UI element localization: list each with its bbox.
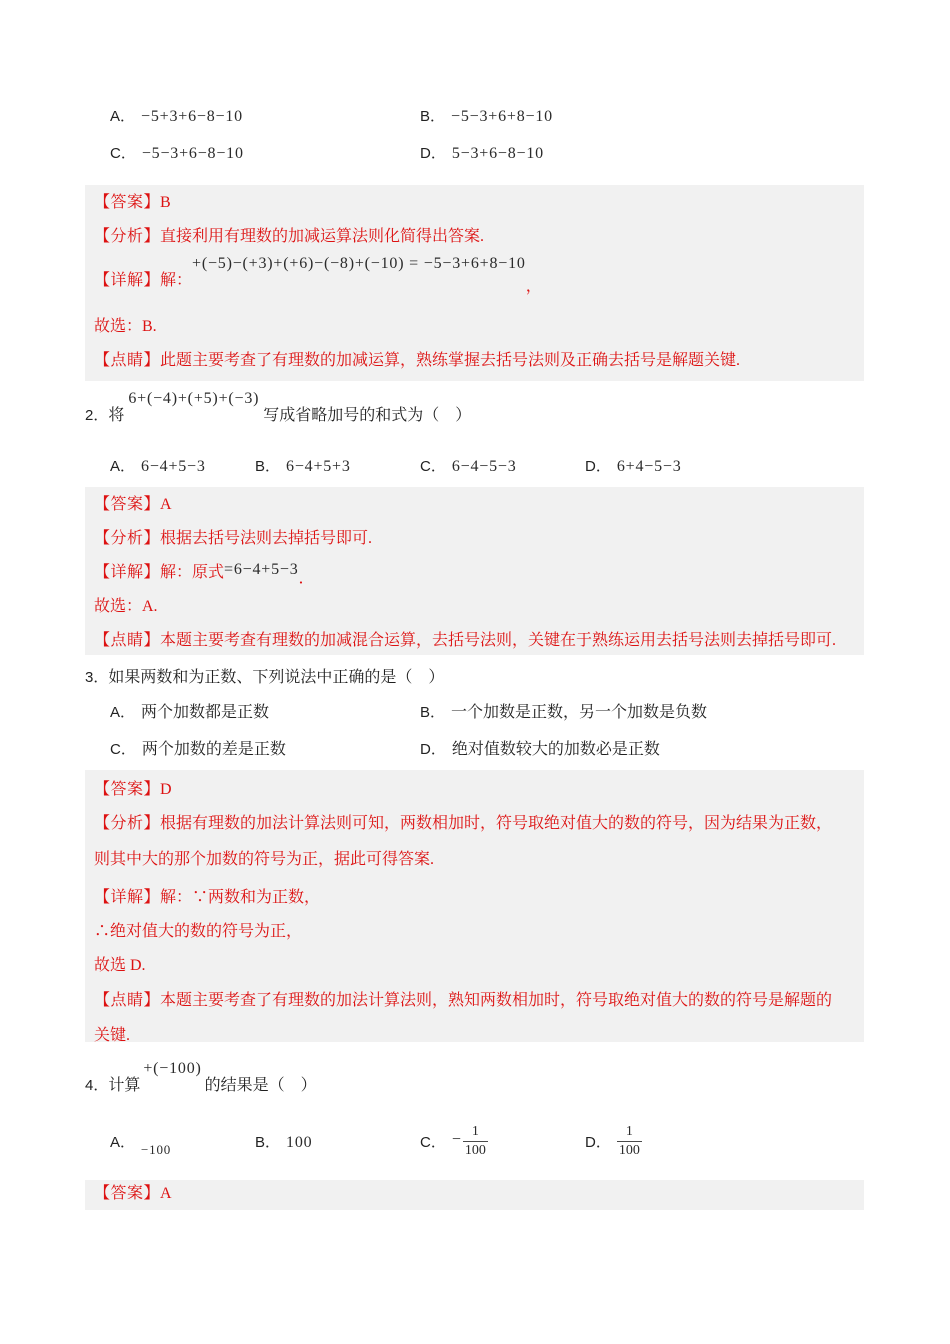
q2-comment-line bbox=[94, 631, 855, 651]
q1-comment-line bbox=[94, 351, 855, 371]
q4-option-d-label: D． bbox=[585, 1134, 611, 1151]
q2-answer-line bbox=[94, 495, 855, 515]
q2-stem-expression: 6+(−4)+(+5)+(−3) bbox=[128, 390, 260, 407]
q3-option-d-label: D． bbox=[420, 741, 446, 758]
q3-option-c-label: C． bbox=[110, 741, 136, 758]
q3-analysis-line-1 bbox=[94, 814, 855, 834]
q3-option-c bbox=[110, 740, 286, 760]
q3-option-d-text: 绝对值数较大的加数必是正数 bbox=[451, 741, 660, 758]
q2-choice-line: 故选：A. bbox=[94, 598, 158, 615]
q1-detail-expression: +(−5)−(+3)+(+6)−(−8)+(−10) = −5−3+6+8−10 bbox=[192, 255, 526, 272]
q1-answer-value: B bbox=[160, 194, 171, 211]
q3-option-c-text: 两个加数的差是正数 bbox=[141, 741, 286, 758]
q1-detail-comma: ， bbox=[525, 278, 542, 295]
q3-comment-text-1: 本题主要考查了有理数的加法计算法则，熟知两数相加时，符号取绝对值大的数的符号是解题的 bbox=[160, 992, 833, 1009]
q3-comment-line-1 bbox=[94, 991, 855, 1011]
q1-option-a bbox=[110, 107, 243, 127]
detail-label: 【详解】 bbox=[94, 889, 161, 906]
q1-option-c bbox=[110, 144, 244, 164]
q1-option-b-label: B． bbox=[420, 108, 446, 125]
q2-option-d-expr: 6+4−5−3 bbox=[616, 458, 682, 475]
q2-number: 2． bbox=[85, 407, 109, 424]
q2-option-c-label: C． bbox=[420, 458, 446, 475]
detail-label: 【详解】 bbox=[94, 564, 161, 581]
q1-option-d-expr: 5−3+6−8−10 bbox=[451, 145, 544, 162]
q1-answer-line bbox=[94, 193, 855, 213]
q3-option-b-text: 一个加数是正数，另一个加数是负数 bbox=[451, 704, 708, 721]
q2-analysis-text: 根据去括号法则去掉括号即可. bbox=[160, 530, 373, 547]
q2-comment-text: 本题主要考查有理数的加减混合运算，去括号法则，关键在于熟练运用去括号法则去掉括号即可. bbox=[160, 632, 837, 649]
q2-analysis-line bbox=[94, 529, 855, 549]
q3-answer-line bbox=[94, 780, 855, 800]
q3-option-b-label: B． bbox=[420, 704, 446, 721]
q2-stem-prefix: 将 bbox=[108, 407, 125, 424]
q3-detail-text-1: 解：∵两数和为正数， bbox=[160, 889, 321, 906]
q3-comment-line-2: 关键. bbox=[94, 1027, 131, 1044]
analysis-label: 【分析】 bbox=[94, 228, 161, 245]
q1-option-b-expr: −5−3+6+8−10 bbox=[451, 108, 553, 125]
comment-label: 【点睛】 bbox=[94, 352, 161, 369]
q4-stem-suffix: 的结果是（ ） bbox=[204, 1077, 317, 1094]
analysis-label: 【分析】 bbox=[94, 530, 161, 547]
q2-option-d bbox=[585, 457, 682, 477]
q4-option-c-negative-sign: − bbox=[451, 1131, 461, 1148]
q2-option-b-label: B． bbox=[255, 458, 281, 475]
comment-label: 【点睛】 bbox=[94, 992, 161, 1009]
q2-option-a-label: A． bbox=[110, 458, 136, 475]
q4-option-b-expr: 100 bbox=[286, 1134, 313, 1151]
q4-option-c-label: C． bbox=[420, 1134, 446, 1151]
q2-detail-prefix: 解：原式 bbox=[160, 564, 225, 581]
q2-answer-value: A bbox=[160, 496, 172, 513]
q3-analysis-line-2: 则其中大的那个加数的符号为正，据此可得答案. bbox=[94, 851, 435, 868]
q4-stem-expression: +(−100) bbox=[143, 1060, 202, 1077]
q2-option-d-label: D． bbox=[585, 458, 611, 475]
q3-detail-line-2: ∴绝对值大的数的符号为正， bbox=[94, 923, 303, 940]
q1-analysis-text: 直接利用有理数的加减运算法则化简得出答案. bbox=[160, 228, 485, 245]
q1-option-a-label: A． bbox=[110, 108, 136, 125]
q2-detail-expression: =6−4+5−3 bbox=[224, 561, 299, 578]
q4-answer-value: A bbox=[160, 1185, 172, 1202]
q4-option-c-denominator: 100 bbox=[464, 1142, 486, 1158]
q1-option-a-expr: −5+3+6−8−10 bbox=[141, 108, 243, 125]
q1-choice-line: 故选：B. bbox=[94, 318, 157, 335]
q4-option-c bbox=[420, 1118, 488, 1168]
answer-label: 【答案】 bbox=[94, 781, 161, 798]
q3-option-d bbox=[420, 740, 660, 760]
q2-option-a bbox=[110, 457, 206, 477]
q3-answer-block bbox=[85, 770, 864, 1042]
q4-option-b-label: B． bbox=[255, 1134, 281, 1151]
q4-option-d bbox=[585, 1118, 642, 1168]
q1-option-d bbox=[420, 144, 544, 164]
answer-label: 【答案】 bbox=[94, 194, 161, 211]
q3-number: 3． bbox=[85, 669, 109, 686]
q3-analysis-text-1: 根据有理数的加法计算法则可知，两数相加时，符号取绝对值大的数的符号，因为结果为正数， bbox=[160, 815, 833, 832]
detail-label: 【详解】 bbox=[94, 272, 161, 289]
q2-detail-line bbox=[94, 561, 855, 587]
q3-answer-value: D bbox=[160, 781, 172, 798]
q2-stem-suffix: 写成省略加号的和式为（ ） bbox=[263, 407, 472, 424]
q1-comment-text: 此题主要考查了有理数的加减运算，熟练掌握去括号法则及正确去括号是解题关键. bbox=[160, 352, 741, 369]
q4-stem-prefix: 计算 bbox=[108, 1077, 141, 1094]
q4-option-b bbox=[255, 1118, 312, 1168]
q4-option-d-fraction bbox=[617, 1123, 642, 1159]
q2-option-c-expr: 6−4−5−3 bbox=[451, 458, 517, 475]
q3-option-a-text: 两个加数都是正数 bbox=[141, 704, 270, 721]
q3-option-a bbox=[110, 703, 269, 723]
q4-option-a-expr: −100 bbox=[141, 1142, 172, 1157]
q3-option-a-label: A． bbox=[110, 704, 136, 721]
q4-answer-line bbox=[94, 1184, 855, 1204]
q3-option-b bbox=[420, 703, 707, 723]
q3-detail-line-1 bbox=[94, 888, 855, 908]
q1-analysis-line bbox=[94, 227, 855, 247]
q2-option-b bbox=[255, 457, 351, 477]
q4-option-d-numerator: 1 bbox=[617, 1123, 642, 1142]
q2-stem bbox=[85, 390, 472, 426]
q4-stem bbox=[85, 1060, 317, 1096]
q2-answer-block bbox=[85, 487, 864, 655]
analysis-label: 【分析】 bbox=[94, 815, 161, 832]
q4-number: 4． bbox=[85, 1077, 109, 1094]
q4-option-c-fraction bbox=[463, 1123, 488, 1159]
q3-stem bbox=[85, 668, 444, 688]
answer-label: 【答案】 bbox=[94, 1185, 161, 1202]
q1-answer-block bbox=[85, 185, 864, 381]
q2-detail-period: ． bbox=[298, 570, 315, 587]
q1-option-c-label: C． bbox=[110, 145, 136, 162]
q2-option-b-expr: 6−4+5+3 bbox=[286, 458, 351, 475]
q4-answer-block bbox=[85, 1180, 864, 1210]
q3-stem-text: 如果两数和为正数、下列说法中正确的是（ ） bbox=[108, 669, 445, 686]
q3-choice-line: 故选 D. bbox=[94, 957, 146, 974]
answer-label: 【答案】 bbox=[94, 496, 161, 513]
q1-option-d-label: D． bbox=[420, 145, 446, 162]
q1-detail-prefix: 解： bbox=[160, 272, 193, 289]
q4-option-a-label: A． bbox=[110, 1134, 136, 1151]
q1-detail-line bbox=[94, 255, 855, 295]
comment-label: 【点睛】 bbox=[94, 632, 161, 649]
q1-option-c-expr: −5−3+6−8−10 bbox=[141, 145, 244, 162]
q4-option-d-denominator: 100 bbox=[618, 1142, 640, 1158]
q2-option-c bbox=[420, 457, 517, 477]
q2-option-a-expr: 6−4+5−3 bbox=[141, 458, 206, 475]
q1-option-b bbox=[420, 107, 553, 127]
q4-option-a bbox=[110, 1118, 171, 1168]
q4-option-c-numerator: 1 bbox=[463, 1123, 488, 1142]
